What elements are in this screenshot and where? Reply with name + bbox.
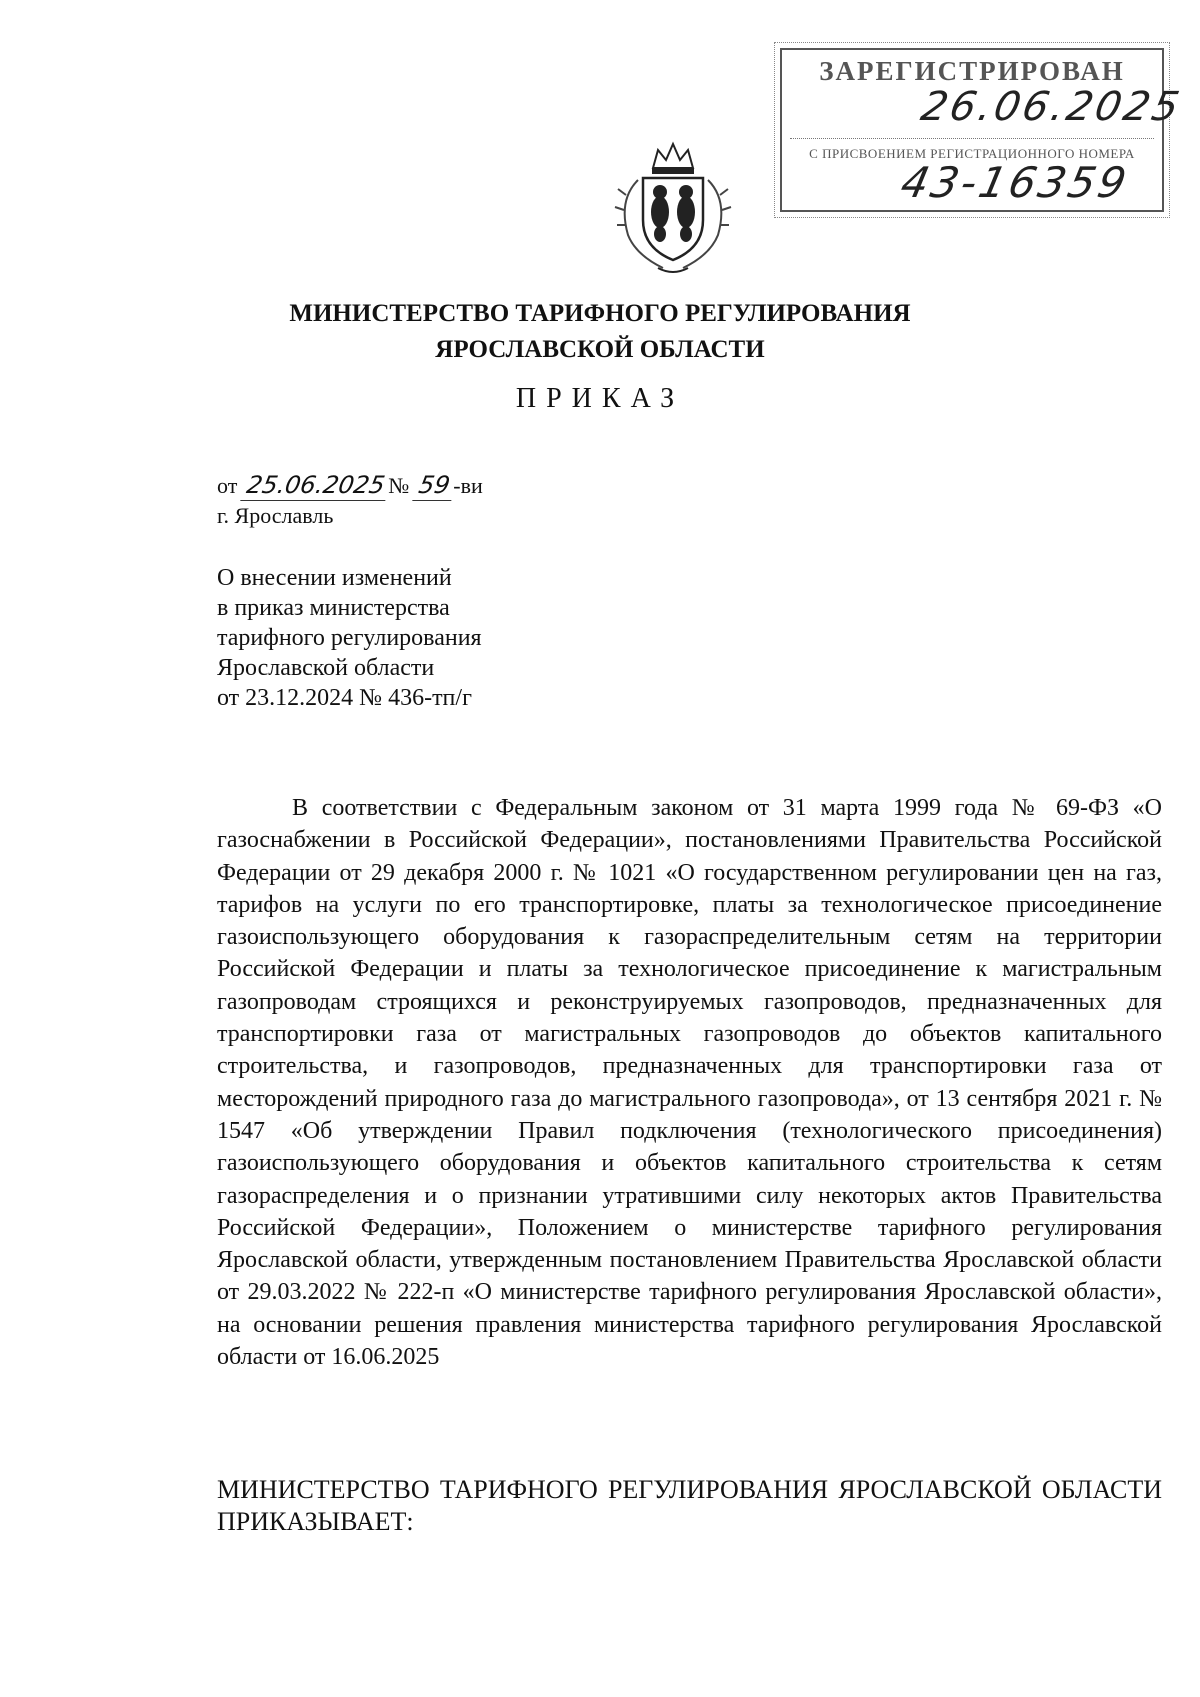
order-subject [217, 563, 482, 713]
subject-line: от 23.12.2024 № 436-тп/г [217, 685, 472, 711]
number-suffix: -ви [453, 473, 483, 498]
order-date-number-line [217, 470, 483, 501]
ministry-line-2: ЯРОСЛАВСКОЙ ОБЛАСТИ [435, 336, 765, 363]
subject-line: Ярославской области [217, 655, 435, 681]
ministry-line-1: МИНИСТЕРСТВО ТАРИФНОГО РЕГУЛИРОВАНИЯ [289, 300, 911, 327]
from-label: от [217, 473, 238, 498]
ministry-name [0, 296, 1200, 368]
registration-stamp [780, 48, 1186, 212]
subject-line: О внесении изменений [217, 565, 452, 591]
stamp-number: 43-16359 [896, 158, 1134, 207]
order-meta [217, 470, 483, 531]
stamp-date: 26.06.2025 [917, 84, 1186, 130]
coat-of-arms-icon [608, 140, 738, 280]
operative-clause: МИНИСТЕРСТВО ТАРИФНОГО РЕГУЛИРОВАНИЯ ЯРОСЛАВСКОЙ ОБЛАСТИ ПРИКАЗЫВАЕТ: [217, 1475, 1162, 1536]
preamble [217, 792, 1162, 1373]
subject-line: тарифного регулирования [217, 625, 482, 651]
stamp-subtitle: С ПРИСВОЕНИЕМ РЕГИСТРАЦИОННОГО НОМЕРА [809, 146, 1135, 161]
order-number: 59 [412, 470, 456, 501]
stamp-title: ЗАРЕГИСТРИРОВАН [819, 56, 1125, 86]
document-type: ПРИКАЗ [515, 383, 685, 414]
stamp-divider [790, 138, 1154, 139]
number-label: № [388, 473, 410, 498]
city: г. Ярославль [217, 503, 334, 528]
subject-line: в приказ министерства [217, 595, 450, 621]
order-date: 25.06.2025 [240, 470, 391, 501]
preamble-paragraph: В соответствии с Федеральным законом от 31 марта 1999 года № 69-ФЗ «О газоснабжении в Российской Федерации», постановлениями Правительства Российской Федерации от 29 декабря 2000 г. № 1021 «О государственном регулировании цен на газ, тарифов на услуги по его транспортировке, платы за технологическое присоединение газоиспользующего оборудования к газораспределительным сетям на территории Российской Федерации и платы за технологическое присоединение к магистральным газопроводам строящихся и реконструируемых газопроводов, предназначенных для транспортировки газа от магистральных газопроводов до объектов капитального строительства, и газопроводов, предназначенных для транспортировки газа от месторождений природного газа до магистрального газопровода», от 13 сентября 2021 г. № 1547 «Об утверждении Правил подключения (технологического присоединения) газоиспользующего оборудования и объектов капитального строительства к сетям газораспределения и о признании утратившими силу некоторых актов Правительства Российской Федерации», Положением о министерстве тарифного регулирования Ярославской области, утвержденным постановлением Правительства Ярославской области от 29.03.2022 № 222-п «О министерстве тарифного регулирования Ярославской области», на основании решения правления министерства тарифного регулирования Ярославской области от 16.06.2025 [217, 795, 1162, 1371]
